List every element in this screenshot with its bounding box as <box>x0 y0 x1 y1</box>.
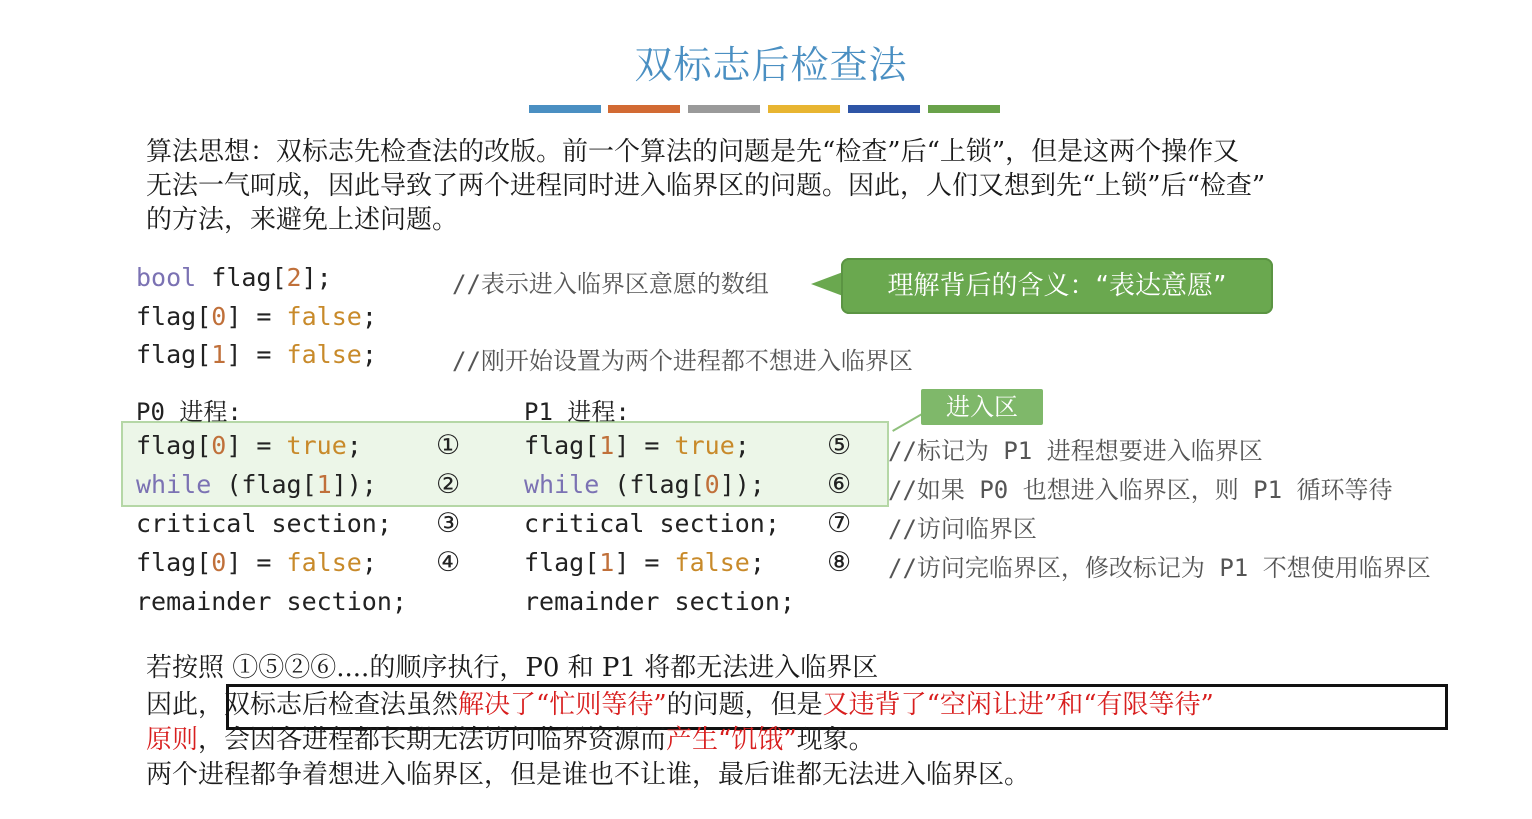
intro-line-3: 的方法，来避免上述问题。 <box>146 205 459 235</box>
p1-line-3: critical section; <box>524 509 780 538</box>
color-bar-2 <box>608 105 680 113</box>
color-bar-4 <box>768 105 840 113</box>
p1-line-4: flag[1] = false; <box>524 548 765 577</box>
p1-comment-4: //访问完临界区，修改标记为 P1 不想使用临界区 <box>888 554 1431 582</box>
p1-comment-2: //如果 P0 也想进入临界区，则 P1 循环等待 <box>888 476 1393 504</box>
conclusion-line-1: 若按照 ①⑤②⑥....的顺序执行，P0 和 P1 将都无法进入临界区 <box>146 653 879 683</box>
color-bar-1 <box>529 105 601 113</box>
meaning-callout: 理解背后的含义：“表达意愿” <box>841 258 1273 314</box>
p0-line-5: remainder section; <box>136 587 407 616</box>
color-bar-3 <box>688 105 760 113</box>
intro-line-1: 算法思想：双标志先检查法的改版。前一个算法的问题是先“检查”后“上锁”，但是这两个操作又 <box>146 137 1240 167</box>
p0-header: P0 进程: <box>136 398 242 426</box>
p1-comment-1: //标记为 P1 进程想要进入临界区 <box>888 437 1263 465</box>
step-5: ⑤ <box>827 430 852 461</box>
p1-header: P1 进程: <box>524 398 630 426</box>
callout-arrow <box>811 272 843 296</box>
step-6: ⑥ <box>827 469 852 500</box>
p0-line-4: flag[0] = false; <box>136 548 377 577</box>
conclusion-line-3: 原则，会因各进程都长期无法访问临界资源而产生“饥饿”现象。 <box>146 725 875 755</box>
step-2: ② <box>436 469 461 500</box>
color-bar-6 <box>928 105 1000 113</box>
step-7: ⑦ <box>827 508 852 539</box>
p0-line-2: while (flag[1]); <box>136 470 377 499</box>
entry-region-label: 进入区 <box>921 389 1043 425</box>
p1-line-1: flag[1] = true; <box>524 431 750 460</box>
decl-line-2: flag[0] = false; <box>136 302 377 331</box>
decl-comment-3: //刚开始设置为两个进程都不想进入临界区 <box>452 347 913 375</box>
decl-line-3: flag[1] = false; <box>136 340 377 369</box>
p1-comment-3: //访问临界区 <box>888 515 1037 543</box>
page-title: 双标志后检查法 <box>634 43 908 87</box>
intro-line-2: 无法一气呵成，因此导致了两个进程同时进入临界区的问题。因此，人们又想到先“上锁”后“检查” <box>146 171 1266 201</box>
algorithm-idea <box>146 135 1486 237</box>
step-8: ⑧ <box>827 547 852 578</box>
p1-line-5: remainder section; <box>524 587 795 616</box>
step-3: ③ <box>436 508 461 539</box>
p0-line-3: critical section; <box>136 509 392 538</box>
conclusion-line-4: 两个进程都争着想进入临界区，但是谁也不让谁，最后谁都无法进入临界区。 <box>146 760 1031 790</box>
color-bar-5 <box>848 105 920 113</box>
p1-line-2: while (flag[0]); <box>524 470 765 499</box>
step-4: ④ <box>436 547 461 578</box>
p0-line-1: flag[0] = true; <box>136 431 362 460</box>
conclusion-line-2: 因此，双标志后检查法虽然解决了“忙则等待”的问题，但是又违背了“空闲让进”和“有限等待” <box>146 690 1214 720</box>
step-1: ① <box>436 430 461 461</box>
decl-line-1: bool flag[2]; <box>136 263 332 292</box>
decl-comment-1: //表示进入临界区意愿的数组 <box>452 270 769 298</box>
